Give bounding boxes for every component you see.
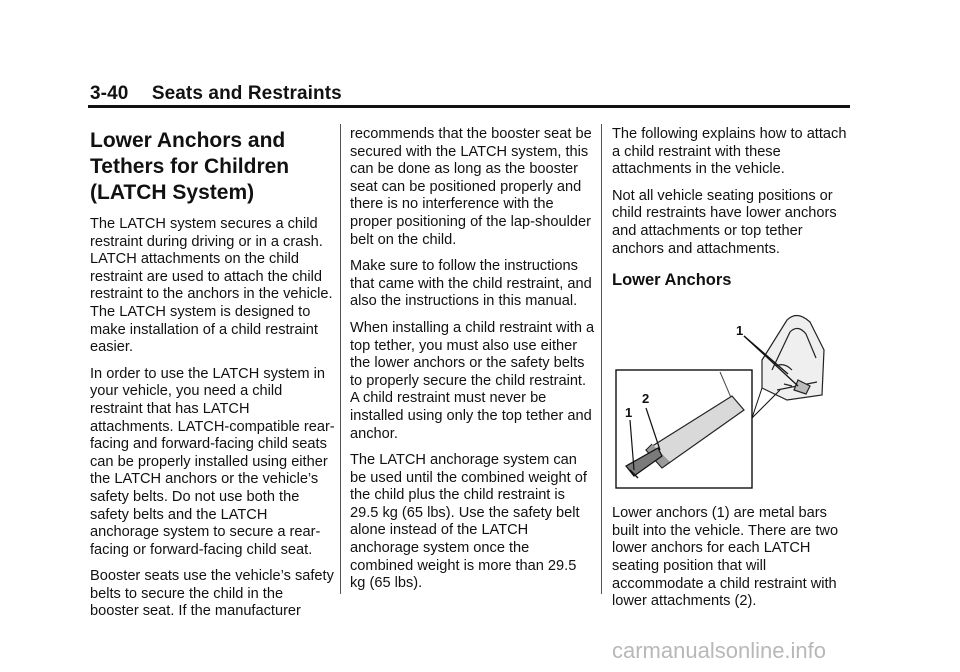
column-2	[350, 126, 595, 602]
paragraph: The following explains how to attach a child restraint with these attachments in the vehicle.	[612, 126, 847, 178]
page-number: 3-40	[90, 83, 129, 104]
paragraph: The LATCH system secures a child restraint during driving or in a crash. LATCH attachments on the child restraint are used to attach the child restraint to the anchors in the vehicle. The LATCH system is designed to make installation of a child restraint easier.	[90, 216, 333, 356]
paragraph: The LATCH anchorage system can be used until the combined weight of the child plus the child restraint is 29.5 kg (65 lbs). Use the safety belt alone instead of the LATCH anchorage system once the combined weight is more than 29.5 kg (65 lbs).	[350, 452, 587, 592]
watermark: carmanualsonline.info	[612, 638, 827, 663]
page-header	[90, 83, 342, 105]
paragraph: Make sure to follow the instructions that came with the child restraint, and also the instructions in this manual.	[350, 258, 592, 310]
paragraph: Not all vehicle seating positions or child restraints have lower anchors and attachments or top tether anchors and attachments.	[612, 187, 837, 257]
paragraph: When installing a child restraint with a top tether, you must also use either the lower anchors or the safety belts to properly secure the child restraint. A child restraint must never be installed using only the top tether and anchor.	[350, 319, 595, 442]
article-title: Lower Anchors and Tethers for Children (LATCH System)	[90, 129, 290, 204]
header-rule	[88, 105, 850, 108]
column-divider-2	[601, 124, 602, 594]
paragraph: In order to use the LATCH system in your vehicle, you need a child restraint that has LATCH attachments. LATCH-compatible rear-facing and forward-facing child seats can be properly installed using either the LATCH anchors or the vehicle’s safety belts. Do not use both the safety belts and the LATCH anchorage system to secure a rear-facing or forward-facing child seat.	[90, 365, 335, 558]
subheading-lower-anchors: Lower Anchors	[612, 271, 732, 290]
column-3	[612, 126, 857, 620]
section-title: Seats and Restraints	[151, 83, 342, 104]
paragraph: Lower anchors (1) are metal bars built into the vehicle. There are two lower anchors for each LATCH seating position that will accommodate a child restraint with lower attachments (2).	[612, 505, 839, 610]
callout-2: 2	[642, 391, 650, 407]
column-divider-1	[340, 124, 341, 594]
column-1	[90, 128, 335, 630]
callout-1-bottom: 1	[625, 405, 633, 421]
paragraph: recommends that the booster seat be secured with the LATCH system, this can be done as long as the booster seat can be positioned properly and there is no interference with the proper positioning of the lap-shoulder belt on the child.	[350, 126, 592, 248]
lower-anchors-illustration	[612, 300, 857, 495]
paragraph: Booster seats use the vehicle’s safety belts to secure the child in the booster seat. If the manufacturer	[90, 568, 334, 620]
callout-1-top: 1	[736, 323, 744, 339]
